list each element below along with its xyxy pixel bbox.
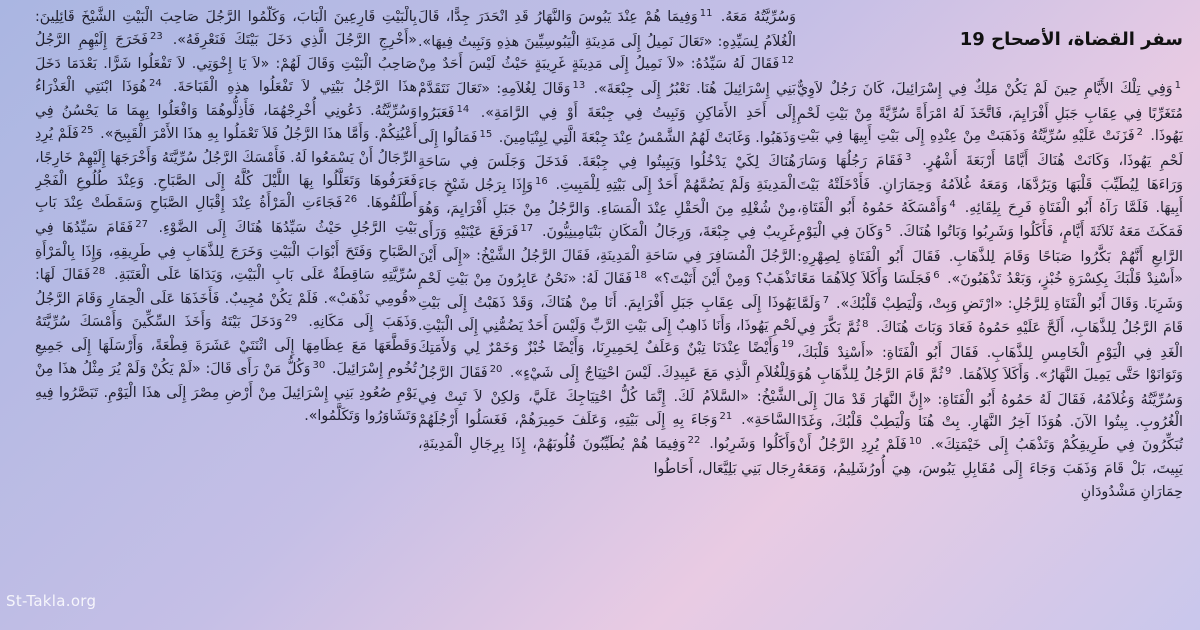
verse-number: 4: [949, 198, 956, 210]
verse-text: بِالْبَيْتِ قَارِعِينَ الْبَابَ، وَكَلَّمُوا الرَّجُلَ صَاحِبَ الْبَيْتِ الشَّيْخَ قَائِلِينَ: «أَخْرِجِ الرَّجُلَ الَّذِي دَخَلَ بَيْتَكَ فَنَعْرِفَهُ».: [35, 9, 417, 48]
verse-number: 20: [489, 363, 503, 375]
verse-text: وَفِيمَا هُمْ عِنْدَ يَبُوسَ وَالنَّهَارُ قَدِ انْحَدَرَ جِدًّا، قَالَ الْغُلاَمُ لِسَيِّدِهِ: «تَعَالَ نَمِيلُ إِلَى مَدِينَةِ الْيَبُوسِيِّينَ هذِهِ وَنَبِيتُ فِيهَا».: [418, 9, 796, 50]
column-left: [35, 6, 417, 616]
verse-text: وَكَانَ فِي الْيَوْمِ الرَّابعِ أَنَّهُمْ بَكَّرُوا صَبَاحًا وَقَامَ لِلذَّهَابِ. فَقَالَ أَبُو الْفَتَاةِ لِصِهْرِهِ: «أَسْنِدْ قَلْبَكَ بِكِسْرَةِ خُبْزٍ، وَبَعْدُ تَذْهَبُونَ».: [797, 224, 1183, 287]
verse-number: 15: [479, 128, 493, 140]
verse-number: 1: [1174, 80, 1181, 91]
verse-text: وَقَالَ لِغُلاَمِهِ: «تَعَالَ نَتَقَدَّمْ إِلَى أَحَدِ الأَمَاكِنِ وَنَبِيتُ فِي جِبْعَةَ أَوْ فِي الرَّامَةِ».: [418, 80, 796, 121]
verse-number: 23: [150, 30, 163, 42]
verse-text: وَأَيْضًا عِنْدَنَا تِبْنٌ وَعَلَفٌ لِحَمِيرِنَا، وَأَيْضًا خُبْزٌ وَخَمْرٌ لِي وَلأَمَتِكَ وَلِلْغُلاَمِ الَّذِي مَعَ عَبِيدِكَ. لَيْسَ احْتِيَاجٌ إِلَى شَيْءٍ».: [418, 340, 796, 381]
verse-number: 3: [905, 151, 912, 163]
verse-number: 30: [312, 359, 326, 371]
verse-text: فَزَنَتْ عَلَيْهِ سُرِّيَّتُهُ وَذَهَبَتْ مِنْ عِنْدِهِ إِلَى بَيْتِ أَبِيهَا فِي بَيْتِ لَحْمِ يَهُوذَا، وَكَانَتْ هُنَاكَ أَيَّامًا أَرْبَعَةَ أَشْهُرٍ.: [797, 128, 1183, 169]
verse-text: فَقَامَ رَجُلُهَا وَسَارَ وَرَاءَهَا لِيُطَيِّبَ قَلْبَهَا وَيَرُدَّهَا، وَمَعَهُ غُلاَمُهُ وَحِمَارَانِ. فَأَدْخَلَتْهُ بَيْتَ أَبِيهَا. فَلَمَّا رَآهُ أَبُو الْفَتَاةِ فَرِحَ بِلِقَائِهِ.: [797, 152, 1183, 216]
verse-number: 13: [572, 79, 586, 91]
verse-text: وَكُلُّ مَنْ رَأَى قَالَ: «لَمْ يَكُنْ وَلَمْ يُرَ مِثْلُ هذَا مِنْ يَوْمِ صُعُودِ بَنِي إِسْرَائِيلَ مِنْ أَرْضِ مِصْرَ إِلَى هذَا الْيَوْمِ. تَبَصَّرُوا فِيهِ وَتَشَاوَرُوا وَتَكَلَّمُوا».: [35, 360, 417, 424]
verse-number: 6: [933, 270, 940, 281]
verses-right: [797, 78, 1183, 503]
verse-number: 5: [885, 223, 892, 234]
verse-text: وَفِيمَا هُمْ يُطَيِّبُونَ قُلُوبَهُمْ، إِذَا بِرِجَالِ الْمَدِينَةِ، رِجَال بَنِي بَلِيَّعَال، أَحَاطُوا: [418, 436, 796, 477]
verse-text: فَقَالَ لَهُ سَيِّدُهُ: «لاَ نَمِيلُ إِلَى مَدِينَةٍ غَرِيبَةٍ حَيْثُ لَيْسَ أَحَدٌ مِنْ بَنِي إِسْرَائِيلَ هُنَا. نَعْبُرُ إِلَى جِبْعَةَ».: [418, 56, 796, 97]
verse-text: فَعَبَرُوا وَذَهَبُوا. وَغَابَتْ لَهُمُ الشَّمْسُ عِنْدَ جِبْعَةَ الَّتِي لِبِنْيَامِينَ.: [418, 105, 796, 146]
verse-number: 8: [862, 319, 869, 330]
verse-number: 19: [781, 339, 794, 350]
verse-number: 12: [781, 55, 794, 66]
verse-number: 10: [908, 435, 922, 447]
verse-text: وَجَاءَ بِهِ إِلَى بَيْتِهِ، وَعَلَفَ حَمِيرَهُمْ، فَغَسَلُوا أَرْجُلَهُمْ وَأَكَلُوا وَشَرِبُوا.: [418, 411, 796, 452]
verse-text: وَفِي تِلْكَ الأَيَّامِ حِينَ لَمْ يَكُنْ مَلِكٌ فِي إِسْرَائِيلَ، كَانَ رَجُلٌ لاَوِيٌّ مُتَغَرِّبًا فِي عِقَابِ جَبَلِ أَفْرَايِمَ، فَاتَّخَذَ لَهُ امْرَأَةً سُرِّيَّةً مِنْ بَيْتِ لَحْمِ يَهُوذَا.: [797, 81, 1183, 144]
verse-number: 18: [634, 269, 647, 281]
verse-number: 24: [148, 77, 162, 89]
verse-number: 2: [1136, 127, 1144, 138]
verse-number: 26: [344, 194, 358, 205]
verse-text: وَإِذَا بِرَجُل شَيْخٍ جَاءَ مِنْ شُغْلِهِ مِنَ الْحَقْلِ عِنْدَ الْمَسَاءِ. وَالرَّجُلُ مِنْ جَبَلِ أَفْرَايِمَ، وَهُوَ غَرِيبٌ فِي جِبْعَةَ، وَرِجَالُ الْمَكَانِ بَنْيَامِينِيُّونَ.: [418, 176, 796, 240]
verse-number: 21: [719, 410, 733, 422]
verse-number: 28: [92, 265, 106, 277]
verse-number: 9: [945, 366, 952, 377]
verse-number: 29: [284, 312, 298, 324]
verse-number: 16: [534, 175, 548, 187]
verse-text: فَقَالَ لَهُ: «نَحْنُ عَابِرُونَ مِنْ بَيْتِ لَحْمِ يَهُوذَا إِلَى عِقَابِ جَبَلِ أَفْرَايِمَ. أَنَا مِنْ هُنَاكَ، وَقَدْ ذَهَبْتُ إِلَى بَيْتِ لَحْمِ يَهُوذَا، وَأَنَا ذَاهِبٌ إِلَى بَيْتِ الرَّبِّ وَلَيْسَ أَحَدٌ يَضُمُّنِي إِلَى الْبَيْتِ.: [418, 270, 796, 334]
verse-text: فَمَالُوا إِلَى هُنَاكَ لِكَيْ يَدْخُلُوا وَيَبِيتُوا فِي جِبْعَةَ. فَدَخَلَ وَجَلَسَ فِي سَاحَةِ الْمَدِينَةِ وَلَمْ يَضُمَّهُمْ أَحَدٌ إِلَى بَيْتِهِ لِلْمَبِيتِ.: [418, 129, 796, 193]
verse-text: فَجَلَسَا وَأَكَلاَ كِلاَهُمَا مَعًا وَشَرِبَا. وَقَالَ أَبُو الْفَتَاةِ لِلرَّجُلِ: «ارْتَضِ وَبِتْ، وَلْيَطِبْ قَلْبُكَ».: [797, 271, 1183, 312]
verse-text: وَدَخَلَ بَيْتَهُ وَأَخَذَ السِّكِّينَ وَأَمْسَكَ سُرِّيَّتَهُ وَقَطَّعَهَا مَعَ عِظَامِهَا إِلَى اثْنَتَيْ عَشَرَةَ قِطْعَةً، وَأَرْسَلَهَا إِلَى جَمِيعِ تُخُومِ إِسْرَائِيلَ.: [35, 313, 417, 377]
verse-text: فَخَرَجَ إِلَيْهِمِ الرَّجُلُ صَاحِبُ الْبَيْتِ وَقَالَ لَهُمْ: «لاَ يَا إِخْوَتِي. لاَ تَفْعَلُوا شَرًّا. بَعْدَمَا دَخَلَ هذَا الرَّجُلُ بَيْتِي لاَ تَفْعَلُوا هذِهِ الْقَبَاحَةَ.: [35, 31, 417, 95]
verse-text: ثُمَّ قَامَ الرَّجُلُ لِلذَّهَابِ هُوَ وَسُرِّيَّتُهُ وَغُلاَمُهُ، فَقَالَ لَهُ حَمُوهُ أَبُو الْفَتَاةِ: «إِنَّ النَّهَارَ قَدْ مَالَ إِلَى الْغُرُوبِ. بِيتُوا الآنَ. هُوَذَا آخِرُ النَّهَارِ. بِتْ هُنَا وَلْيَطِبْ قَلْبُكَ، وَغَدًا تُبَكِّرُونَ فِي طَرِيقِكُمْ وَتَذْهَبُ إِلَى خَيْمَتِكَ».: [797, 367, 1183, 453]
column-middle: [418, 6, 796, 616]
verse-number: 25: [80, 124, 94, 136]
verse-number: 11: [699, 8, 713, 19]
site-watermark: St-Takla.org: [6, 592, 97, 610]
verse-number: 14: [456, 104, 470, 115]
verse-text: وَسُرِّيَّتُهُ مَعَهُ.: [714, 9, 796, 25]
verse-text: فَرَفَعَ عَيْنَيْهِ وَرَأَى الرَّجُلَ الْمُسَافِرَ فِي سَاحَةِ الْمَدِينَةِ، فَقَالَ الرَّجُلُ الشَّيْخُ: «إِلَى أَيْنَ تَذْهَبُ؟ وَمِنْ أَيْنَ أَتَيْتَ؟»: [418, 223, 796, 287]
verse-number: 27: [135, 218, 148, 230]
verse-text: فَقَالَ الرَّجُلُ الشَّيْخُ: «السَّلاَمُ لَكَ. إِنَّمَا كُلُّ احْتِيَاجِكَ عَلَيَّ، وَلكِنْ لاَ تَبِتْ فِي السَّاحَةِ».: [418, 364, 796, 428]
verse-text: فَقَامَ سَيِّدُهَا فِي الصَّبَاحِ وَفَتَحَ أَبْوَابَ الْبَيْتِ وَخَرَجَ لِلذَّهَابِ فِي طَرِيقِهِ، وَإِذَا بِالْمَرْأَةِ سُرِّيَّتِهِ سَاقِطَةٌ عَلَى بَابِ الْبَيْتِ، وَيَدَاهَا عَلَى الْعَتَبَةِ.: [35, 219, 417, 283]
verses-middle: [418, 6, 796, 480]
chapter-title: سفر القضاة، الأصحاح 19: [959, 29, 1183, 50]
verse-number: 7: [822, 294, 830, 306]
verse-number: 22: [687, 435, 701, 446]
verse-text: وَلَمَّا قَامَ الرَّجُلُ لِلذَّهَابِ، أَلَحَّ عَلَيْهِ حَمُوهُ فَعَادَ وَبَاتَ هُنَاكَ.: [797, 295, 1183, 336]
verse-number: 17: [520, 222, 534, 234]
verse-text: ثُمَّ بَكَّرَ فِي الْغَدِ فِي الْيَوْمِ الْخَامِسِ لِلذَّهَابِ. فَقَالَ أَبُو الْفَتَاةِ: «أَسْنِدْ قَلْبَكَ، وَتَوَانَوْا حَتَّى يَمِيلَ النَّهَارُ». وَأَكَلاَ كِلاَهُمَا.: [797, 320, 1183, 383]
verse-text: هُوَذَا ابْنَتِي الْعَذْرَاءُ وَسُرِّيَّتُهُ. دَعُونِي أُخْرِجْهُمَا، فَأَذِلُّوهُمَا وَافْعَلُوا بِهِمَا مَا يَحْسُنُ فِي أَعْيُنِكُمْ. وَأَمَّا هذَا الرَّجُلُ فَلاَ تَعْمَلُوا بِهِ هذَا الأَمْرَ الْقَبِيحَ».: [35, 78, 417, 142]
column-right: [797, 6, 1183, 616]
verses-left: [35, 6, 417, 427]
verse-text: فَقَالَ لَهَا: «قُومِي نَذْهَبْ». فَلَمْ يَكُنْ مُجِيبٌ. فَأَخَذَهَا عَلَى الْحِمَارِ وَقَامَ الرَّجُلُ وَذَهَبَ إِلَى مَكَانِهِ.: [35, 266, 417, 330]
verse-text: فَجَاءَتِ الْمَرْأَةُ عِنْدَ إِقْبَالِ الصَّبَاحِ وَسَقَطَتْ عِنْدَ بَابِ بَيْتِ الرَّجُلِ حَيْثُ سَيِّدُهَا هُنَاكَ إِلَى الضَّوْءِ.: [35, 195, 417, 236]
verse-text: فَلَمْ يُرِدِ الرِّجَالُ أَنْ يَسْمَعُوا لَهُ. فَأَمْسَكَ الرَّجُلُ سُرِّيَّتَهُ وَأَخْرَجَهَا إِلَيْهِمْ خَارِجًا، فَعَرَفُوهَا وَتَعَلَّلُوا بِهَا اللَّيْلَ كُلَّهُ إِلَى الصَّبَاحِ. وَعِنْدَ طُلُوعِ الْفَجْرِ أَطْلَقُوهَا.: [35, 125, 417, 211]
verse-text: وَأَمْسَكَهُ حَمُوهُ أَبُو الْفَتَاةِ، فَمَكَثَ مَعَهُ ثَلاَثَةَ أَيَّامٍ، فَأَكَلُوا وَشَرِبُوا وَبَاتُوا هُنَاكَ.: [797, 199, 1183, 240]
verse-text: فَلَمْ يُرِدِ الرَّجُلُ أَنْ يَبِيتَ، بَلْ قَامَ وَذَهَبَ وَجَاءَ إِلَى مُقَابِلِ يَبُوسَ، هِيَ أُورُشَلِيمُ، وَمَعَهُ حِمَارَانِ مَشْدُودَانِ: [797, 436, 1183, 500]
